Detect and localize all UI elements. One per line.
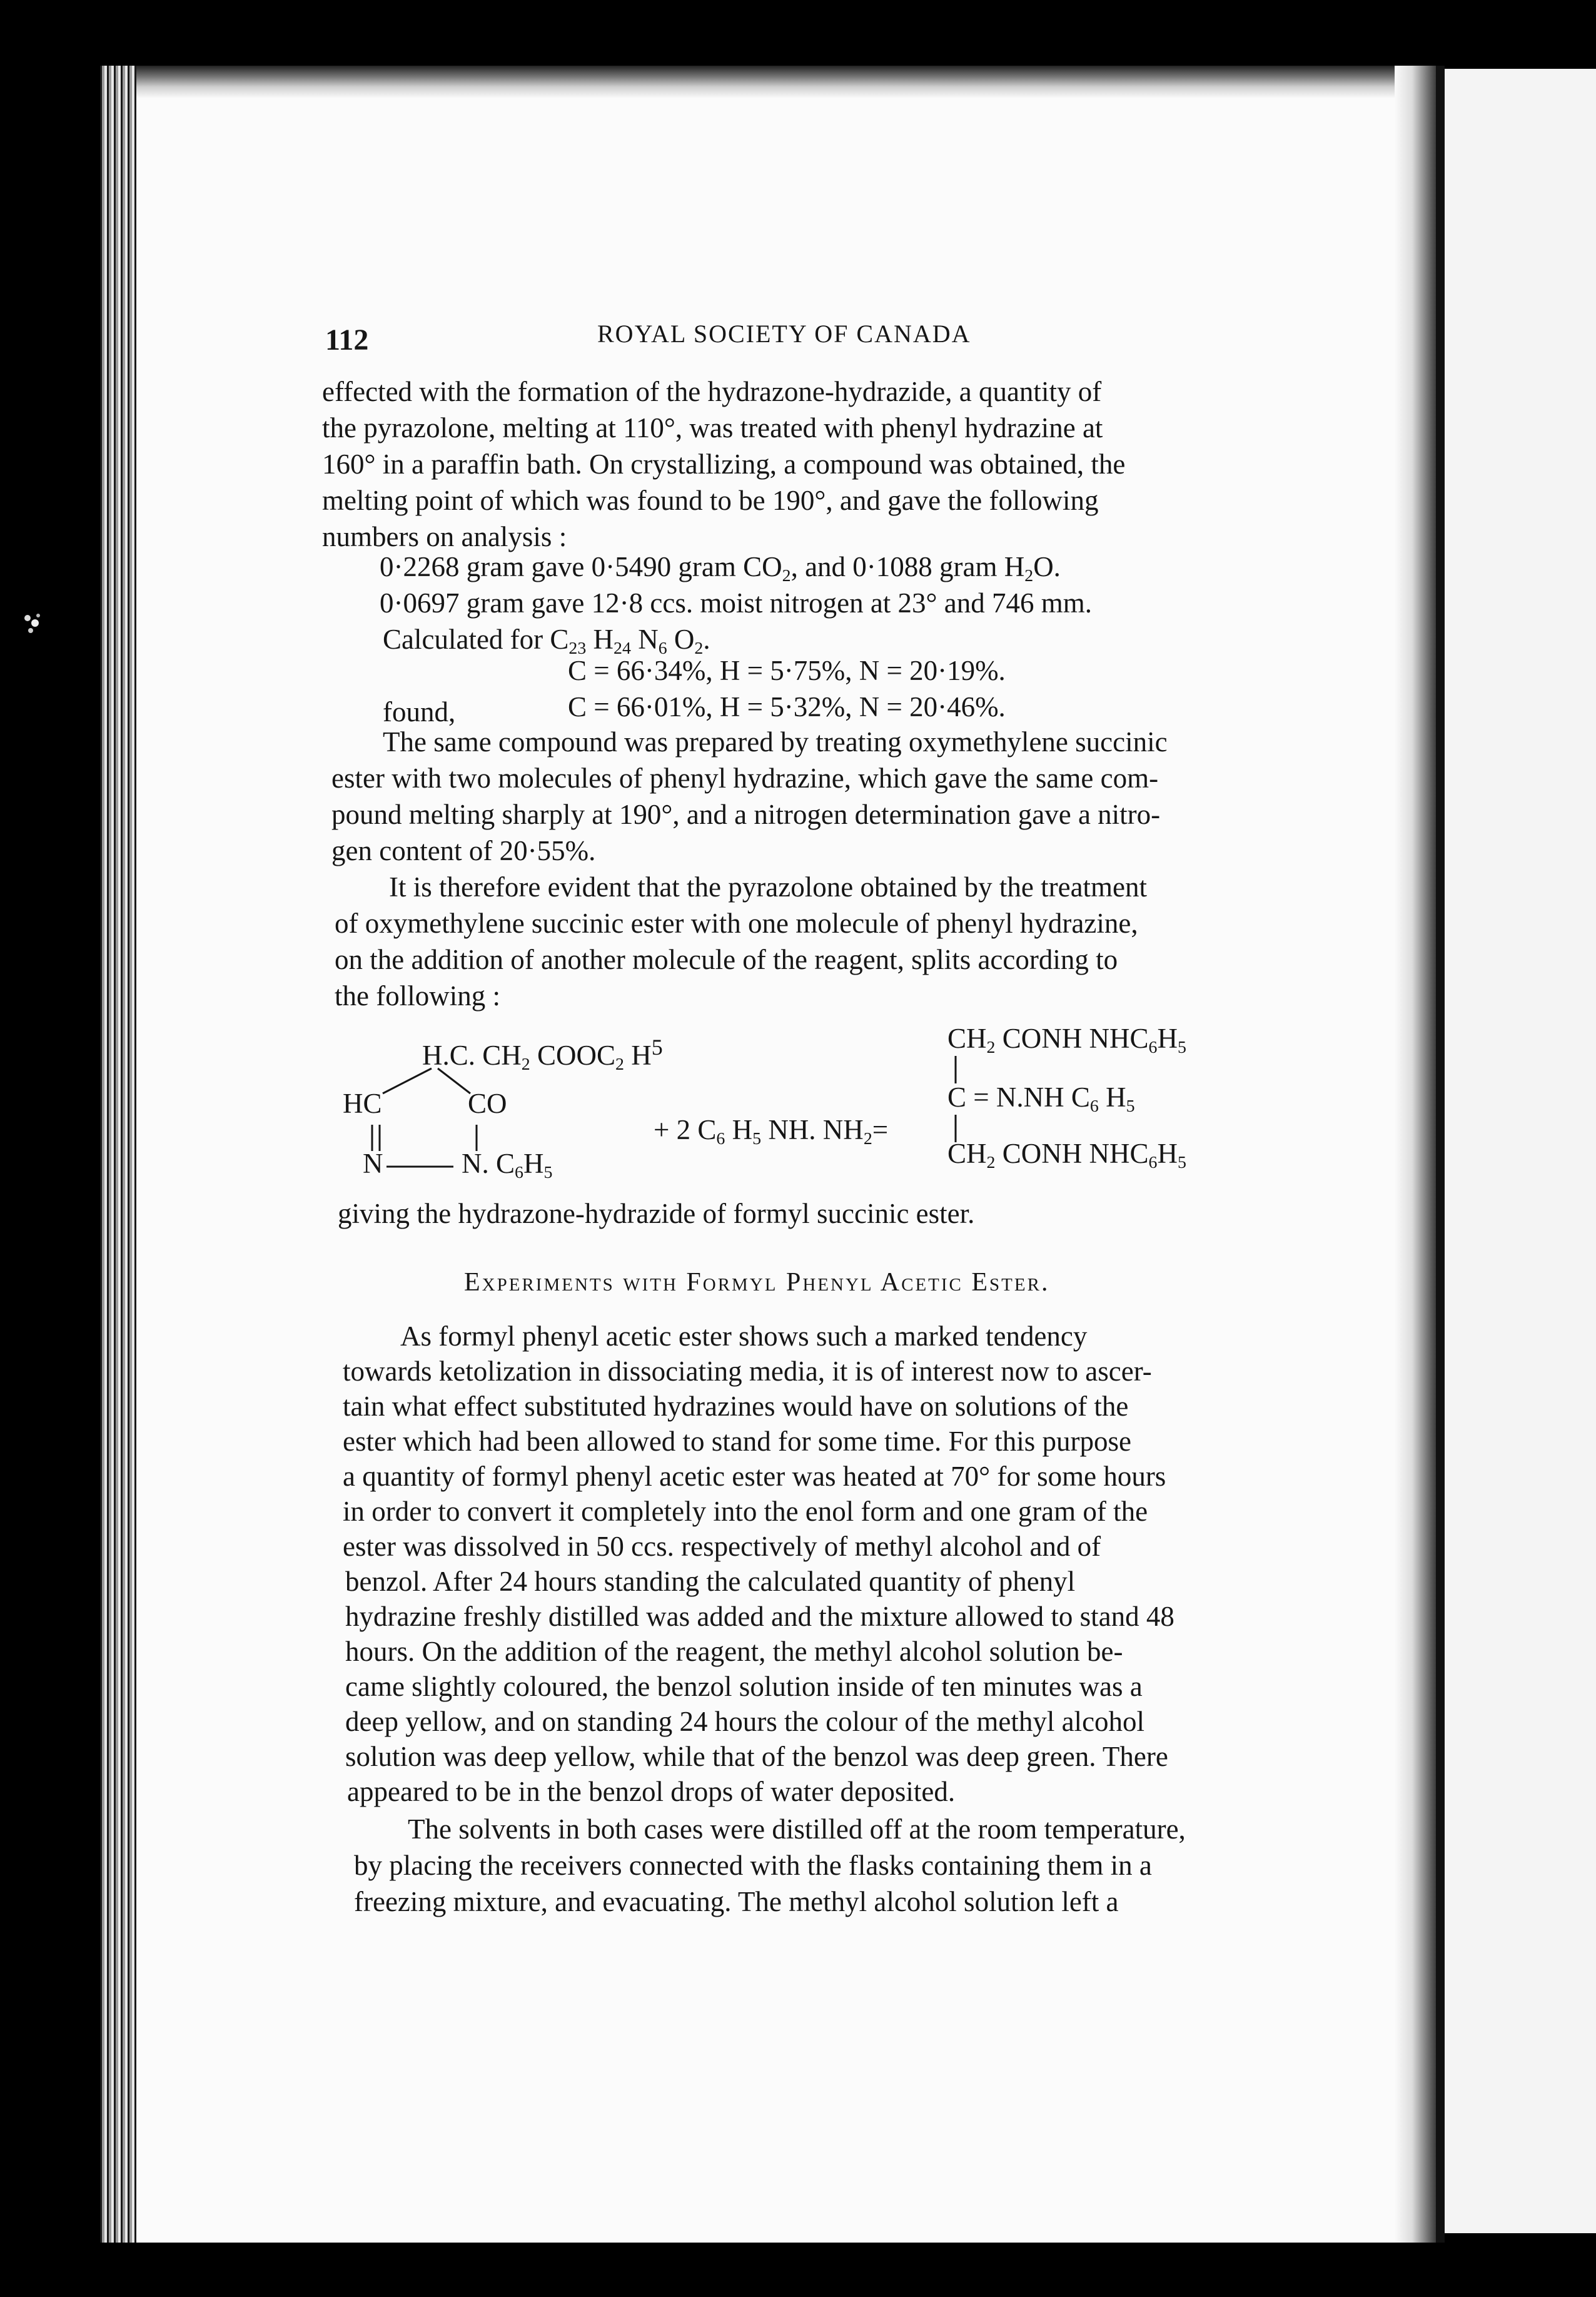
found-values: C = 66·01%, H = 5·32%, N = 20·46%. [568, 691, 1006, 723]
p2-line-1: The same compound was prepared by treating oxymethylene succinic [383, 726, 1168, 758]
product-top: $CH_2$ CONH $NHC_6H_5$ [947, 1023, 1186, 1057]
ring-hc: HC [343, 1088, 382, 1119]
page-number: 112 [325, 323, 369, 357]
ring-n-phenyl: N. $C_6H_5$ [462, 1148, 553, 1182]
p1-line-1: effected with the formation of the hydrazone-hydrazide, a quantity of [322, 376, 1102, 407]
reagent: + 2 $C_6$ $H_5$ NH. $NH_2=$ [654, 1114, 889, 1148]
section-heading: Experiments with Formyl Phenyl Acetic Ester. [464, 1268, 1050, 1297]
p5-line-3: freezing mixture, and evacuating. The methyl alcohol solution left a [354, 1886, 1119, 1917]
ring-n: N [363, 1148, 383, 1179]
facing-page-edge [1436, 66, 1445, 2243]
p4-line-13: solution was deep yellow, while that of the benzol was deep green. There [345, 1741, 1168, 1772]
p4-line-5: a quantity of formyl phenyl acetic ester was heated at 70° for some hours [343, 1461, 1166, 1492]
p1-line-5: numbers on analysis : [322, 521, 567, 552]
running-head: ROYAL SOCIETY OF CANADA [597, 320, 971, 348]
p3-line-4: the following : [335, 980, 500, 1012]
p4-line-7: ester was dissolved in 50 ccs. respectively of methyl alcohol and of [343, 1531, 1101, 1562]
page-top-edge [100, 66, 1438, 98]
p2-line-4: gen content of 20·55%. [331, 835, 596, 866]
p4-line-11: came slightly coloured, the benzol solution inside of ten minutes was a [345, 1671, 1143, 1702]
dust-specks [19, 607, 50, 644]
analysis-line-2: 0·0697 gram gave 12·8 ccs. moist nitrogen at 23° and 746 mm. [380, 587, 1093, 619]
p4-line-4: ester which had been allowed to stand for some time. For this purpose [343, 1426, 1131, 1457]
pyrazolone-substituent: H.C. $CH_2$ $COOC_2$ $H^5$ [422, 1035, 663, 1074]
found-label: found, [383, 696, 456, 728]
p4-line-9: hydrazine freshly distilled was added and the mixture allowed to stand 48 [345, 1601, 1174, 1632]
ring-co: CO [468, 1088, 507, 1119]
p3-line-2: of oxymethylene succinic ester with one molecule of phenyl hydrazine, [335, 908, 1138, 939]
p1-line-2: the pyrazolone, melting at 110°, was treated with phenyl hydrazine at [322, 412, 1103, 444]
p4-line-12: deep yellow, and on standing 24 hours the colour of the methyl alcohol [345, 1706, 1145, 1737]
analysis-line-1: 0·2268 gram gave 0·5490 gram $CO_2$, and 0·1088 gram $H_2O$. [380, 551, 1061, 586]
p4-line-8: benzol. After 24 hours standing the calculated quantity of phenyl [345, 1566, 1076, 1597]
giving-line: giving the hydrazone-hydrazide of formyl succinic ester. [338, 1198, 975, 1229]
p4-line-2: towards ketolization in dissociating media, it is of interest now to ascer- [343, 1356, 1152, 1387]
p5-line-1: The solvents in both cases were distilled off at the room temperature, [408, 1813, 1186, 1845]
p3-line-1: It is therefore evident that the pyrazolone obtained by the treatment [389, 871, 1148, 903]
calculated-values: C = 66·34%, H = 5·75%, N = 20·19%. [568, 655, 1006, 686]
p4-line-3: tain what effect substituted hydrazines would have on solutions of the [343, 1391, 1129, 1422]
product-middle: C = N.NH $C_6$ $H_5$ [947, 1082, 1135, 1116]
p4-line-6: in order to convert it completely into the enol form and one gram of the [343, 1496, 1148, 1527]
p4-line-1: As formyl phenyl acetic ester shows such a marked tendency [400, 1321, 1088, 1352]
page-stack-left-edge [100, 66, 136, 2243]
p2-line-2: ester with two molecules of phenyl hydrazine, which gave the same com- [331, 763, 1159, 794]
p1-line-3: 160° in a paraffin bath. On crystallizing, a compound was obtained, the [322, 449, 1126, 480]
p2-line-3: pound melting sharply at 190°, and a nitrogen determination gave a nitro- [331, 799, 1161, 830]
page-gutter-shadow [1395, 66, 1438, 2243]
p4-line-14: appeared to be in the benzol drops of water deposited. [347, 1776, 956, 1807]
calculated-for: Calculated for $C_{23}$ $H_{24}$ $N_6$ $O_2$. [383, 624, 710, 658]
p5-line-2: by placing the receivers connected with the flasks containing them in a [354, 1850, 1152, 1881]
facing-page [1445, 69, 1596, 2233]
product-bottom: $CH_2$ CONH $NHC_6H_5$ [947, 1138, 1186, 1172]
p4-line-10: hours. On the addition of the reagent, the methyl alcohol solution be- [345, 1636, 1123, 1667]
p3-line-3: on the addition of another molecule of the reagent, splits according to [335, 944, 1118, 975]
p1-line-4: melting point of which was found to be 190°, and gave the following [322, 485, 1099, 516]
